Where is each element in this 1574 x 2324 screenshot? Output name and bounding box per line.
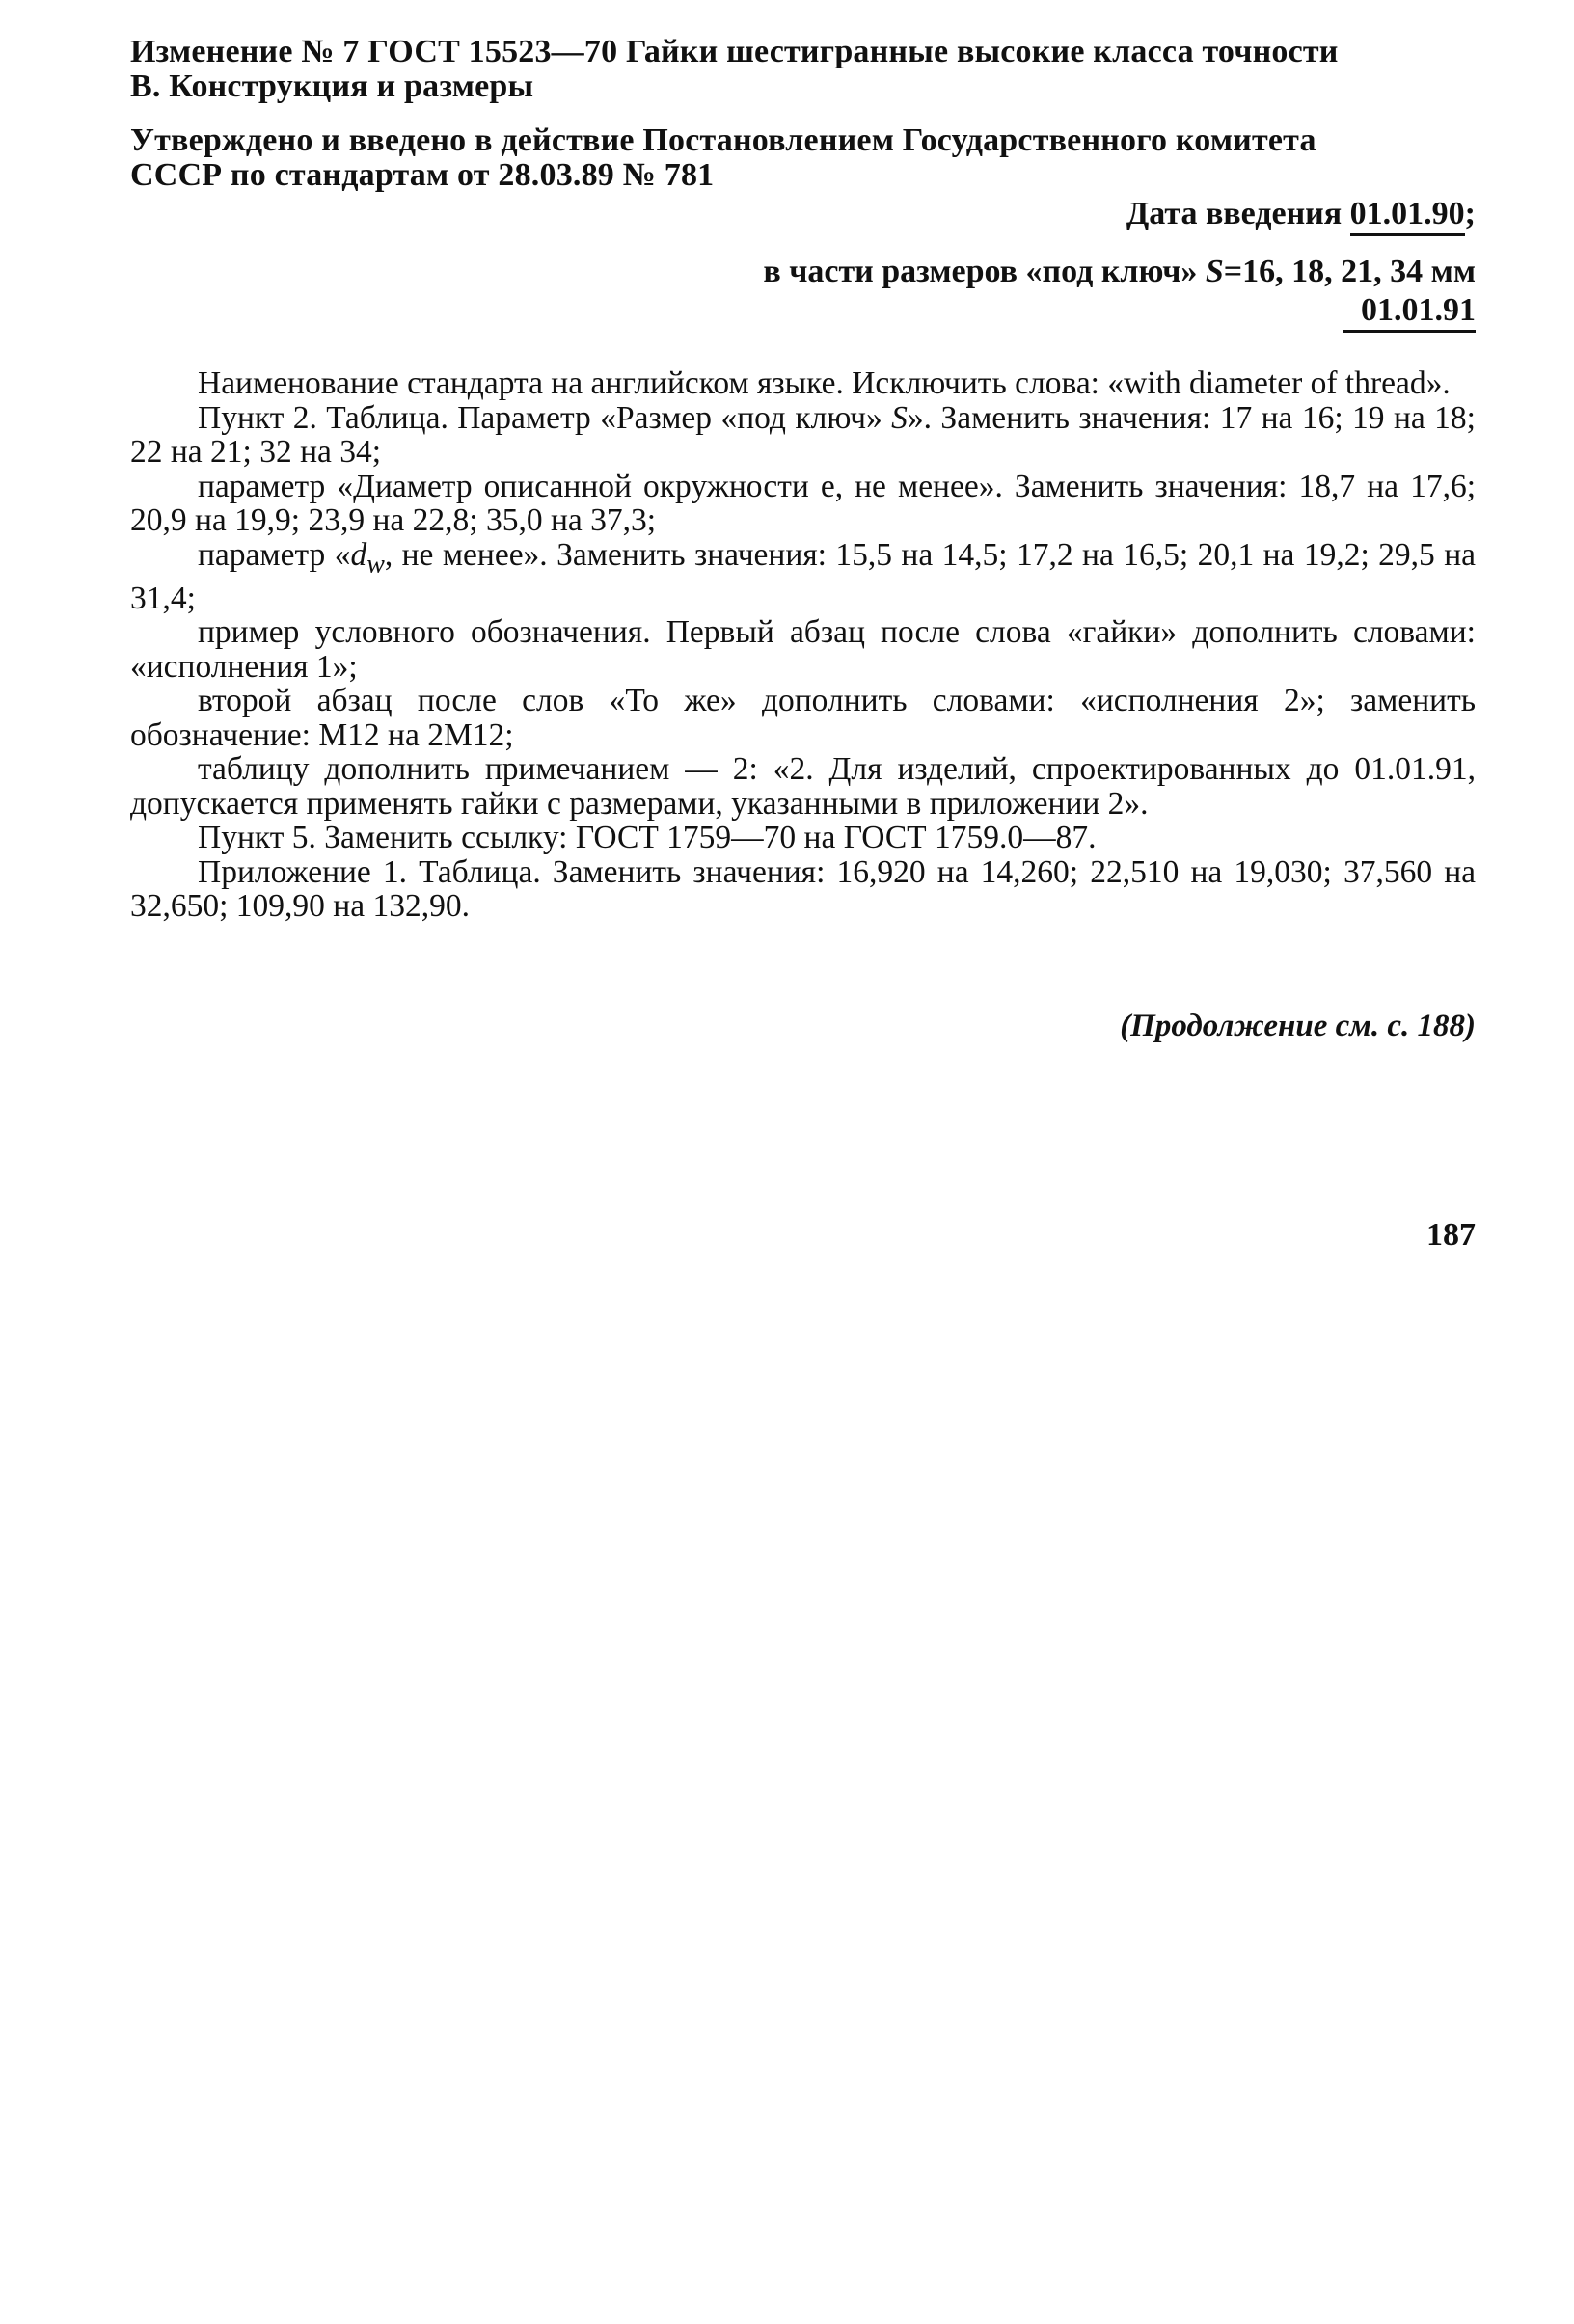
- approval-line-1: Утверждено и введено в действие Постановлением Государственного комитета: [130, 122, 1316, 158]
- continuation-note: (Продолжение см. с. 188): [1120, 1009, 1476, 1043]
- key-size-note: [763, 253, 1476, 291]
- paragraph-dw-symbol: d: [350, 536, 367, 573]
- paragraph-key-size-text-b: ». Заменить значения: 17 на 16; 19 на 18; 22 на 21; 32 на 34;: [130, 399, 1476, 470]
- paragraph-dw-text-a: параметр «: [198, 536, 351, 573]
- paragraph-dw-text-b: , не менее». Заменить значения: 15,5 на 14,5; 17,2 на 16,5; 20,1 на 19,2; 29,5 на 31,4;: [130, 536, 1476, 616]
- change-title: [130, 35, 1476, 104]
- effective-date-suffix: ;: [1464, 196, 1476, 231]
- paragraph-table-note: таблицу дополнить примечанием — 2: «2. Для изделий, спроектированных до 01.01.91, допускается применять гайки с размерами, указанными в приложении 2».: [130, 751, 1476, 822]
- paragraph-point-5: Пункт 5. Заменить ссылку: ГОСТ 1759—70 на ГОСТ 1759.0—87.: [198, 820, 1097, 856]
- approval-statement: [130, 123, 1476, 193]
- paragraph-key-size-symbol: S: [891, 399, 908, 436]
- effective-date: [1126, 195, 1476, 233]
- key-size-date-line: [1343, 291, 1476, 330]
- change-title-line-1: Изменение № 7 ГОСТ 15523—70 Гайки шестигранные высокие класса точности: [130, 34, 1339, 69]
- paragraph-second-abzac: второй абзац после слов «То же» дополнить словами: «исполнения 2»; заменить обозначение: М12 на 2М12;: [130, 683, 1476, 753]
- key-size-date: 01.01.91: [1343, 292, 1476, 333]
- paragraph-circumscribed-diameter: параметр «Диаметр описанной окружности e, не менее». Заменить значения: 18,7 на 17,6; 20,9 на 19,9; 23,9 на 22,8; 35,0 на 37,3;: [130, 468, 1476, 538]
- paragraph-designation-example: пример условного обозначения. Первый абзац после слова «гайки» дополнить словами: «исполнения 1»;: [130, 614, 1476, 685]
- paragraph-key-size: [130, 401, 1476, 470]
- effective-date-label: Дата введения: [1126, 196, 1343, 231]
- key-size-values: =16, 18, 21, 34 мм: [1223, 254, 1476, 289]
- paragraph-english-title: Наименование стандарта на английском языке. Исключить слова: «with diameter of thread».: [198, 365, 1451, 401]
- approval-line-2: СССР по стандартам от 28.03.89 № 781: [130, 157, 715, 193]
- change-body: [130, 366, 1476, 924]
- paragraph-key-size-text-a: Пункт 2. Таблица. Параметр «Размер «под ключ»: [198, 399, 892, 436]
- paragraph-dw: [130, 538, 1476, 616]
- key-size-symbol: S: [1205, 254, 1224, 289]
- paragraph-appendix-1: Приложение 1. Таблица. Заменить значения: 16,920 на 14,260; 22,510 на 19,030; 37,560 на 32,650; 109,90 на 132,90.: [130, 853, 1476, 925]
- paragraph-dw-subscript: w: [366, 549, 385, 580]
- change-title-line-2: В. Конструкция и размеры: [130, 68, 534, 104]
- key-size-prefix: в части размеров «под ключ»: [763, 254, 1206, 289]
- effective-date-value: 01.01.90: [1350, 196, 1465, 236]
- page-number: 187: [1426, 1217, 1476, 1253]
